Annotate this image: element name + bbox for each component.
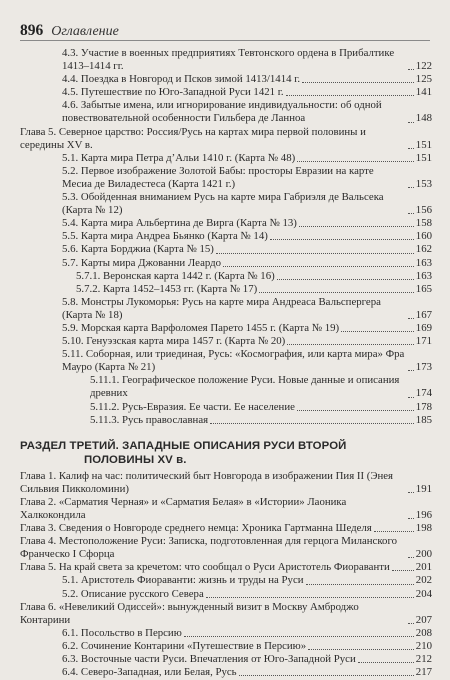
toc-chapter-entry xyxy=(20,522,432,535)
dot-leader xyxy=(239,675,414,676)
toc-entry-title: Глава 1. Калиф на час: политический быт Новгорода в изображении Пия II (Энея Сильвия Пикколомини) xyxy=(20,469,394,495)
toc-entry-title: 5.7.1. Веронская карта 1442 г. (Карта № 16) xyxy=(76,269,275,282)
dot-leader xyxy=(408,318,414,319)
toc-entry-page: 171 xyxy=(415,335,432,348)
section-heading-line2: ПОЛОВИНЫ XV в. xyxy=(84,453,187,466)
dot-leader xyxy=(408,213,414,214)
dot-leader xyxy=(408,148,414,149)
toc-entry-page: 204 xyxy=(415,587,432,600)
section-heading xyxy=(20,439,432,467)
toc-chapter-entry xyxy=(20,470,432,496)
toc-group-top xyxy=(20,47,432,427)
toc-entry-title: 5.2. Первое изображение Золотой Бабы: просторы Евразии на карте Месиа де Виладестеса (Карта 1421 г.) xyxy=(62,164,374,190)
toc-entry-title: 4.5. Путешествие по Юго-Западной Руси 1421 г. xyxy=(62,86,284,99)
toc-entry-page: 165 xyxy=(415,282,432,295)
toc-subsection-entry xyxy=(20,627,432,640)
dot-leader xyxy=(270,239,414,240)
toc-entry-page: 210 xyxy=(415,639,432,652)
dot-leader xyxy=(277,279,414,280)
toc-entry-title: 6.2. Сочинение Контарини «Путешествие в Персию» xyxy=(62,639,307,652)
toc-entry-page: 198 xyxy=(415,522,432,535)
toc-subsection-entry xyxy=(20,99,432,125)
toc-entry-page: 174 xyxy=(415,387,432,400)
dot-leader xyxy=(408,518,414,519)
toc-subsection-entry xyxy=(20,191,432,217)
toc-entry-page: 151 xyxy=(415,151,432,164)
toc-subsection-entry xyxy=(20,243,432,256)
toc-entry-title: 5.10. Генуэзская карта мира 1457 г. (Карта № 20) xyxy=(62,335,286,348)
dot-leader xyxy=(408,69,414,70)
toc-entry-page: 208 xyxy=(415,626,432,639)
toc-subsection-entry xyxy=(20,414,432,427)
toc-entry-title: 4.4. Поездка в Новгород и Псков зимой 1413/1414 г. xyxy=(62,73,301,86)
toc-subsection-entry xyxy=(20,152,432,165)
table-of-contents xyxy=(20,47,432,679)
dot-leader xyxy=(223,266,414,267)
toc-chapter-entry xyxy=(20,535,432,561)
toc-entry-title: 5.1. Аристотель Фиораванти: жизнь и труды на Руси xyxy=(62,574,304,587)
toc-entry-title: Глава 6. «Невеликий Одиссей»: вынужденный визит в Москву Амброджо Контарини xyxy=(20,600,359,626)
toc-entry-page: 158 xyxy=(415,217,432,230)
toc-entry-title: 5.7.2. Карта 1452–1453 гг. (Карта № 17) xyxy=(76,282,258,295)
toc-entry-page: 196 xyxy=(415,509,432,521)
toc-subsection-entry xyxy=(20,640,432,653)
dot-leader xyxy=(259,292,414,293)
toc-entry-page: 178 xyxy=(415,400,432,413)
toc-entry-title: 5.3. Обойденная вниманием Русь на карте мира Габриэля де Вальсека (Карта № 12) xyxy=(62,191,384,217)
toc-entry-page: 217 xyxy=(415,666,432,679)
toc-subsection-entry xyxy=(20,335,432,348)
toc-chapter-entry xyxy=(20,601,432,627)
dot-leader xyxy=(297,410,414,411)
toc-entry-title: 5.11.2. Русь-Евразия. Ее части. Ее население xyxy=(90,400,295,413)
toc-subsection-entry xyxy=(20,574,432,587)
toc-subsection-entry xyxy=(20,257,432,270)
dot-leader xyxy=(184,636,414,637)
dot-leader xyxy=(286,95,414,96)
toc-entry-page: 201 xyxy=(415,561,432,574)
toc-entry-page: 167 xyxy=(415,308,432,321)
toc-group-bottom xyxy=(20,470,432,680)
toc-entry-title: 4.6. Забытые имена, или игнорирование индивидуальности: об одной повествовательной особенности Гильбера де Ланноа xyxy=(62,99,382,125)
toc-chapter-entry xyxy=(20,561,432,574)
toc-entry-title: Глава 5. На край света за кречетом: что сообщал о Руси Аристотель Фиораванти xyxy=(20,561,390,574)
page-number: 896 xyxy=(20,22,44,39)
toc-entry-title: 6.3. Восточные части Руси. Впечатления от Юго-Западной Руси xyxy=(62,653,356,666)
dot-leader xyxy=(408,370,414,371)
toc-entry-title: 5.11. Соборная, или триединая, Русь: «Космография, или карта мира» Фра Мауро (Карта № 21) xyxy=(62,348,405,374)
dot-leader xyxy=(206,597,414,598)
toc-subsection-entry xyxy=(20,230,432,243)
toc-entry-page: 200 xyxy=(415,548,432,561)
dot-leader xyxy=(306,584,414,585)
toc-entry-title: 4.3. Участие в военных предприятиях Тевтонского ордена в Прибалтике 1413–1414 гг. xyxy=(62,47,395,73)
dot-leader xyxy=(408,122,414,123)
toc-subsection-entry xyxy=(20,270,432,283)
running-title: Оглавление xyxy=(51,24,119,39)
header-rule xyxy=(20,40,430,41)
dot-leader xyxy=(408,397,414,398)
toc-chapter-entry xyxy=(20,126,432,152)
toc-subsection-entry xyxy=(20,322,432,335)
toc-entry-page: 163 xyxy=(415,256,432,269)
dot-leader xyxy=(408,623,414,624)
toc-entry-page: 141 xyxy=(415,86,432,99)
toc-entry-page: 173 xyxy=(415,361,432,374)
toc-entry-title: 5.7. Карты мира Джованни Леардо xyxy=(62,256,222,269)
dot-leader xyxy=(341,331,414,332)
section-heading-line1: РАЗДЕЛ ТРЕТИЙ. ЗАПАДНЫЕ ОПИСАНИЯ РУСИ ВТОРОЙ xyxy=(20,439,347,452)
toc-subsection-entry xyxy=(20,165,432,191)
dot-leader xyxy=(408,492,414,493)
toc-entry-page: 169 xyxy=(415,321,432,334)
dot-leader xyxy=(392,570,414,571)
toc-subsection-entry xyxy=(20,348,432,374)
toc-entry-title: Глава 2. «Сарматия Черная» и «Сарматия Белая» в «Истории» Лаоника Халкокондила xyxy=(20,495,347,521)
toc-subsection-entry xyxy=(20,588,432,601)
dot-leader xyxy=(287,344,414,345)
toc-entry-title: 5.9. Морская карта Варфоломея Парето 1455 г. (Карта № 19) xyxy=(62,321,340,334)
toc-subsection-entry xyxy=(20,86,432,99)
dot-leader xyxy=(408,187,414,188)
toc-entry-title: 5.4. Карта мира Альбертина де Вирга (Карта № 13) xyxy=(62,217,297,230)
toc-entry-title: 5.5. Карта мира Андреа Бьянко (Карта № 14) xyxy=(62,230,268,243)
dot-leader xyxy=(408,557,414,558)
toc-subsection-entry xyxy=(20,47,432,73)
toc-entry-page: 212 xyxy=(415,653,432,666)
dot-leader xyxy=(374,531,414,532)
dot-leader xyxy=(302,82,414,83)
toc-chapter-entry xyxy=(20,496,432,522)
toc-entry-title: Глава 3. Сведения о Новгороде среднего немца: Хроника Гартманна Шеделя xyxy=(20,522,372,535)
toc-entry-page: 153 xyxy=(415,177,432,190)
toc-subsection-entry xyxy=(20,666,432,679)
toc-subsection-entry xyxy=(20,374,432,400)
dot-leader xyxy=(210,423,414,424)
toc-entry-title: 6.4. Северо-Западная, или Белая, Русь xyxy=(62,666,237,679)
running-header xyxy=(20,22,119,40)
toc-entry-page: 202 xyxy=(415,574,432,587)
toc-entry-title: Глава 5. Северное царство: Россия/Русь на картах мира первой половины и середины XV в. xyxy=(20,125,366,151)
toc-subsection-entry xyxy=(20,296,432,322)
toc-entry-title: 5.2. Описание русского Севера xyxy=(62,587,204,600)
dot-leader xyxy=(358,662,414,663)
toc-subsection-entry xyxy=(20,217,432,230)
toc-entry-page: 162 xyxy=(415,243,432,256)
toc-subsection-entry xyxy=(20,653,432,666)
toc-entry-title: 5.8. Монстры Лукоморья: Русь на карте мира Андреаса Вальспергера (Карта № 18) xyxy=(62,295,381,321)
dot-leader xyxy=(308,649,414,650)
dot-leader xyxy=(297,161,414,162)
toc-entry-page: 151 xyxy=(415,138,432,151)
toc-entry-page: 163 xyxy=(415,269,432,282)
toc-entry-title: 5.11.1. Географическое положение Руси. Новые данные и описания древних xyxy=(90,374,400,400)
toc-entry-page: 191 xyxy=(415,482,432,495)
toc-entry-page: 148 xyxy=(415,112,432,125)
toc-entry-title: 5.1. Карта мира Петра д’Альи 1410 г. (Карта № 48) xyxy=(62,151,296,164)
toc-entry-page: 156 xyxy=(415,204,432,217)
toc-entry-title: 5.11.3. Русь православная xyxy=(90,413,209,426)
toc-subsection-entry xyxy=(20,73,432,86)
dot-leader xyxy=(216,253,414,254)
toc-entry-page: 122 xyxy=(415,60,432,73)
toc-entry-title: 5.6. Карта Борджиа (Карта № 15) xyxy=(62,243,214,256)
toc-entry-page: 160 xyxy=(415,230,432,243)
toc-subsection-entry xyxy=(20,401,432,414)
toc-entry-page: 125 xyxy=(415,73,432,86)
toc-entry-page: 207 xyxy=(415,613,432,626)
dot-leader xyxy=(299,226,414,227)
toc-entry-title: 6.1. Посольство в Персию xyxy=(62,626,182,639)
toc-entry-page: 185 xyxy=(415,413,432,426)
toc-entry-title: Глава 4. Местоположение Руси: Записка, подготовленная для герцога Миланского Франческо I Сфорца xyxy=(20,535,397,561)
toc-subsection-entry xyxy=(20,283,432,296)
